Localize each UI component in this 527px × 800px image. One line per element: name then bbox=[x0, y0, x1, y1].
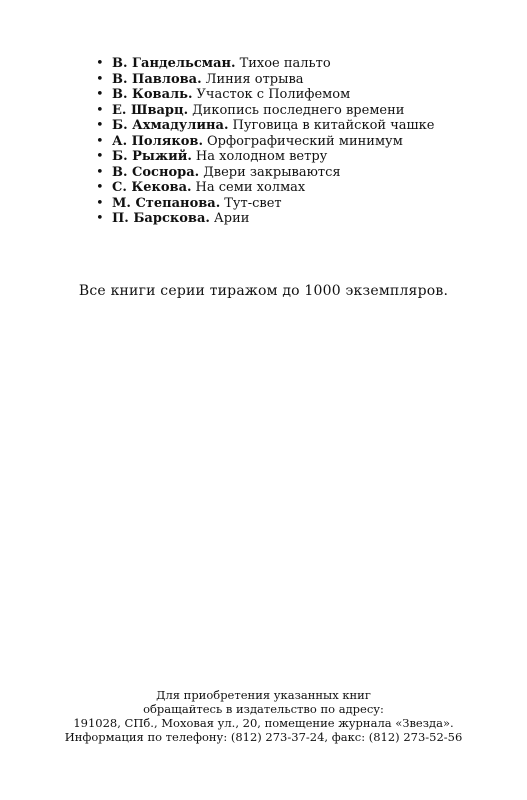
book-author: В. Соснора. bbox=[112, 164, 200, 180]
list-item bbox=[96, 87, 434, 103]
list-item bbox=[96, 56, 434, 72]
book-title: Тихое пальто bbox=[239, 56, 331, 71]
list-item bbox=[96, 72, 434, 88]
list-item bbox=[96, 134, 434, 150]
book-title: Участок с Полифемом bbox=[196, 87, 351, 102]
bullet-icon: • bbox=[96, 118, 104, 133]
list-item bbox=[96, 180, 434, 196]
book-author: Б. Рыжий. bbox=[112, 149, 192, 164]
bullet-icon: • bbox=[96, 211, 104, 226]
book-author: В. Павлова. bbox=[112, 71, 202, 87]
book-title: Орфографический минимум bbox=[206, 133, 403, 149]
list-item bbox=[96, 196, 434, 212]
circulation-note: Все книги серии тиражом до 1000 экземпляров. bbox=[78, 283, 449, 299]
list-item bbox=[96, 118, 434, 134]
book-author: С. Кекова. bbox=[112, 180, 192, 195]
book-author: А. Поляков. bbox=[112, 133, 203, 149]
book-author: В. Коваль. bbox=[112, 87, 193, 102]
purchase-info-line: Информация по телефону: (812) 273-37-24, факс: (812) 273-52-56 bbox=[64, 730, 463, 744]
bullet-icon: • bbox=[96, 180, 104, 195]
book-title: Пуговица в китайской чашке bbox=[232, 118, 435, 133]
bullet-icon: • bbox=[96, 56, 104, 71]
book-title: На холодном ветру bbox=[195, 149, 328, 164]
list-item bbox=[96, 211, 434, 227]
list-item bbox=[96, 103, 434, 119]
purchase-info-line: обращайтесь в издательство по адресу: bbox=[143, 702, 384, 716]
purchase-info-line: 191028, СПб., Моховая ул., 20, помещение журнала «Звезда». bbox=[73, 716, 454, 730]
book-title: Тут-свет bbox=[224, 195, 282, 211]
bullet-icon: • bbox=[96, 71, 104, 87]
book-author: В. Гандельсман. bbox=[112, 56, 236, 71]
book-author: П. Барскова. bbox=[112, 211, 210, 226]
book-list bbox=[96, 56, 434, 227]
purchase-info-line: Для приобретения указанных книг bbox=[156, 688, 371, 702]
book-title: Дикопись последнего времени bbox=[192, 102, 405, 118]
bullet-icon: • bbox=[96, 87, 104, 102]
book-title: Двери закрываются bbox=[203, 164, 341, 180]
bullet-icon: • bbox=[96, 133, 104, 149]
purchase-info bbox=[0, 688, 527, 744]
bullet-icon: • bbox=[96, 195, 104, 211]
book-title: Арии bbox=[213, 211, 250, 226]
book-title: На семи холмах bbox=[195, 180, 306, 195]
book-title: Линия отрыва bbox=[205, 71, 304, 87]
bullet-icon: • bbox=[96, 149, 104, 164]
bullet-icon: • bbox=[96, 102, 104, 118]
list-item bbox=[96, 165, 434, 181]
list-item bbox=[96, 149, 434, 165]
bullet-icon: • bbox=[96, 164, 104, 180]
book-author: Б. Ахмадулина. bbox=[112, 118, 229, 133]
book-author: Е. Шварц. bbox=[112, 102, 189, 118]
book-author: М. Степанова. bbox=[112, 195, 221, 211]
